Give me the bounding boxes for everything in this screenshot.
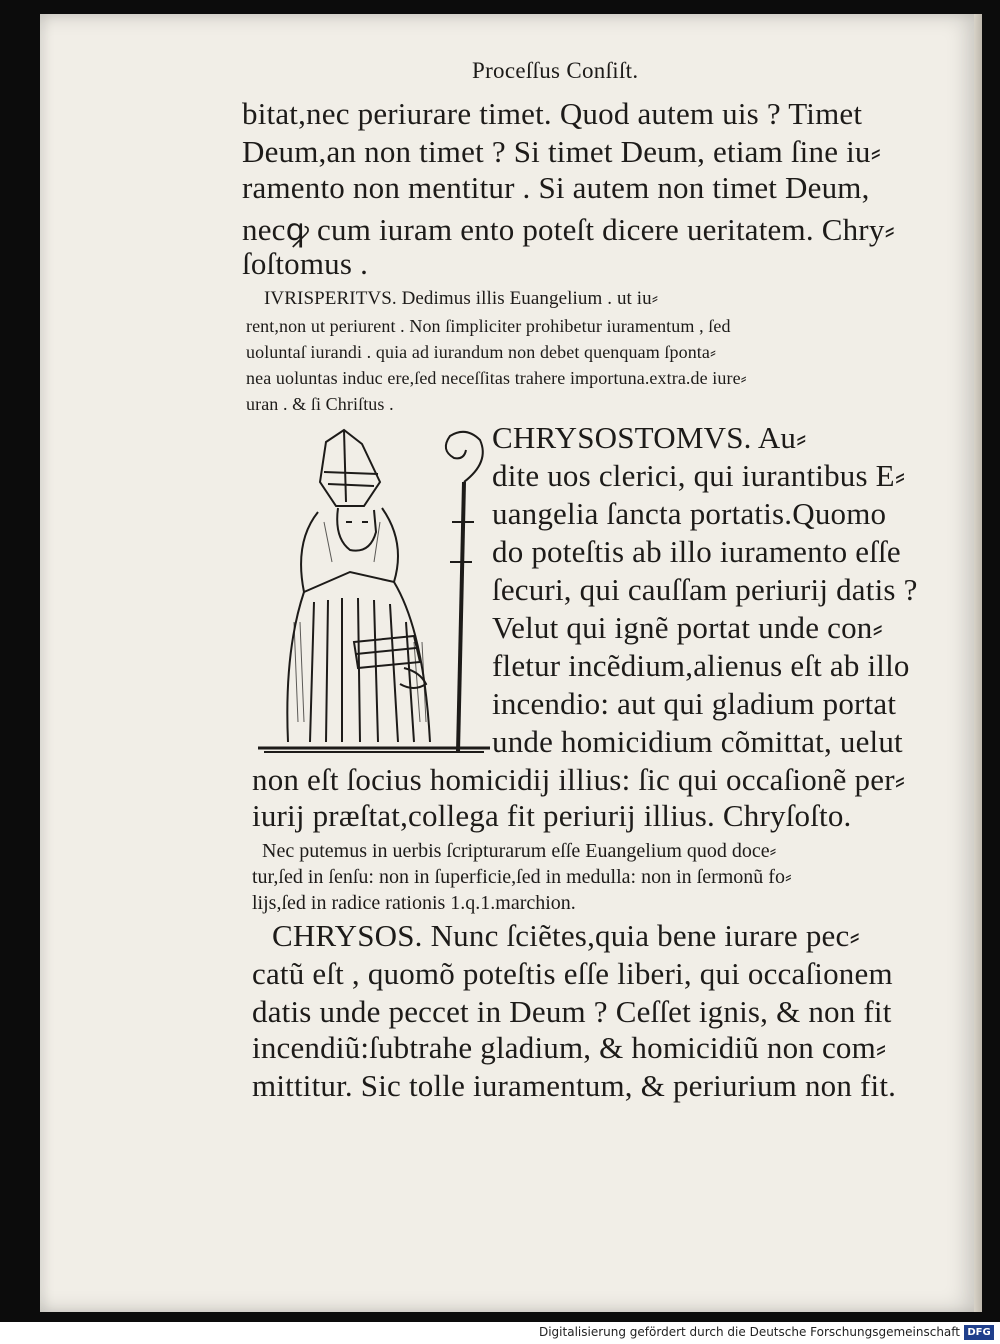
text-line: catũ eſt , quomõ poteſtis eſſe liberi, qui occaſionem bbox=[252, 956, 893, 991]
text-line: ramento non mentitur . Si autem non timet Deum, bbox=[242, 170, 870, 205]
gloss-line: IVRISPERITVS. Dedimus illis Euangelium . ut iu⸗ bbox=[264, 288, 659, 309]
gloss-line: uoluntaſ iurandi . quia ad iurandum non debet quenquam ſponta⸗ bbox=[246, 342, 717, 362]
footer-credit: Digitalisierung gefördert durch die Deutsche Forschungsgemeinschaft bbox=[538, 1325, 960, 1339]
side-text-line: incendio: aut qui gladium portat bbox=[492, 686, 897, 721]
text-line: incendiũ:ſubtrahe gladium, & homicidiũ non com⸗ bbox=[252, 1030, 887, 1065]
footer-bar bbox=[0, 1322, 1000, 1344]
gloss-line: rent,non ut periurent . Non ſimpliciter prohibetur iuramentum , ſed bbox=[246, 316, 731, 336]
text-line: ſoſtomus . bbox=[242, 246, 369, 281]
text-line: Deum,an non timet ? Si timet Deum, etiam ſine iu⸗ bbox=[242, 134, 882, 169]
text-line: iurij præſtat,collega fit periurij illius. Chryſoſto. bbox=[252, 798, 852, 833]
side-text-line: CHRYSOSTOMVS. Au⸗ bbox=[492, 420, 807, 455]
gloss-line: nea uoluntas induc ere,ſed neceſſitas trahere importuna.extra.de iure⸗ bbox=[246, 368, 747, 388]
dfg-logo-icon: DFG bbox=[964, 1325, 994, 1340]
text-line: bitat,nec periurare timet. Quod autem uis ? Timet bbox=[242, 96, 863, 131]
side-text-line: ſecuri, qui cauſſam periurij datis ? bbox=[492, 572, 918, 607]
side-text-line: dite uos clerici, qui iurantibus E⸗ bbox=[492, 458, 906, 493]
text-line: necꝙ cum iuram ento poteſt dicere ueritatem. Chry⸗ bbox=[242, 212, 896, 247]
side-text-line: uangelia ſancta portatis.Quomo bbox=[492, 496, 887, 531]
side-text-line: fletur incẽdium,alienus eſt ab illo bbox=[492, 648, 910, 683]
side-text-line: unde homicidium cõmittat, uelut bbox=[492, 724, 903, 759]
text-line: datis unde peccet in Deum ? Ceſſet ignis, & non fit bbox=[252, 994, 892, 1029]
text-line: mittitur. Sic tolle iuramentum, & periurium non fit. bbox=[252, 1068, 897, 1103]
text-line: non eſt ſocius homicidij illius: ſic qui occaſionẽ per⸗ bbox=[252, 762, 906, 797]
running-head: Proceſſus Conſiſt. bbox=[472, 58, 639, 83]
gloss-line: uran . & ſi Chriſtus . bbox=[246, 394, 394, 414]
bishop-woodcut-image bbox=[254, 422, 494, 754]
side-text-line: Velut qui ignẽ portat unde con⸗ bbox=[492, 610, 884, 645]
text-line: CHRYSOS. Nunc ſciẽtes,quia bene iurare pec⸗ bbox=[272, 918, 860, 953]
page-edge bbox=[974, 14, 982, 1312]
book-page bbox=[40, 14, 982, 1312]
gloss-line: Nec putemus in uerbis ſcripturarum eſſe Euangelium quod doce⸗ bbox=[262, 840, 777, 862]
gloss-line: tur,ſed in ſenſu: non in ſuperficie,ſed in medulla: non in ſermonũ fo⸗ bbox=[252, 866, 792, 888]
gloss-line: lijs,ſed in radice rationis 1.q.1.marchion. bbox=[252, 892, 576, 914]
side-text-line: do poteſtis ab illo iuramento eſſe bbox=[492, 534, 901, 569]
